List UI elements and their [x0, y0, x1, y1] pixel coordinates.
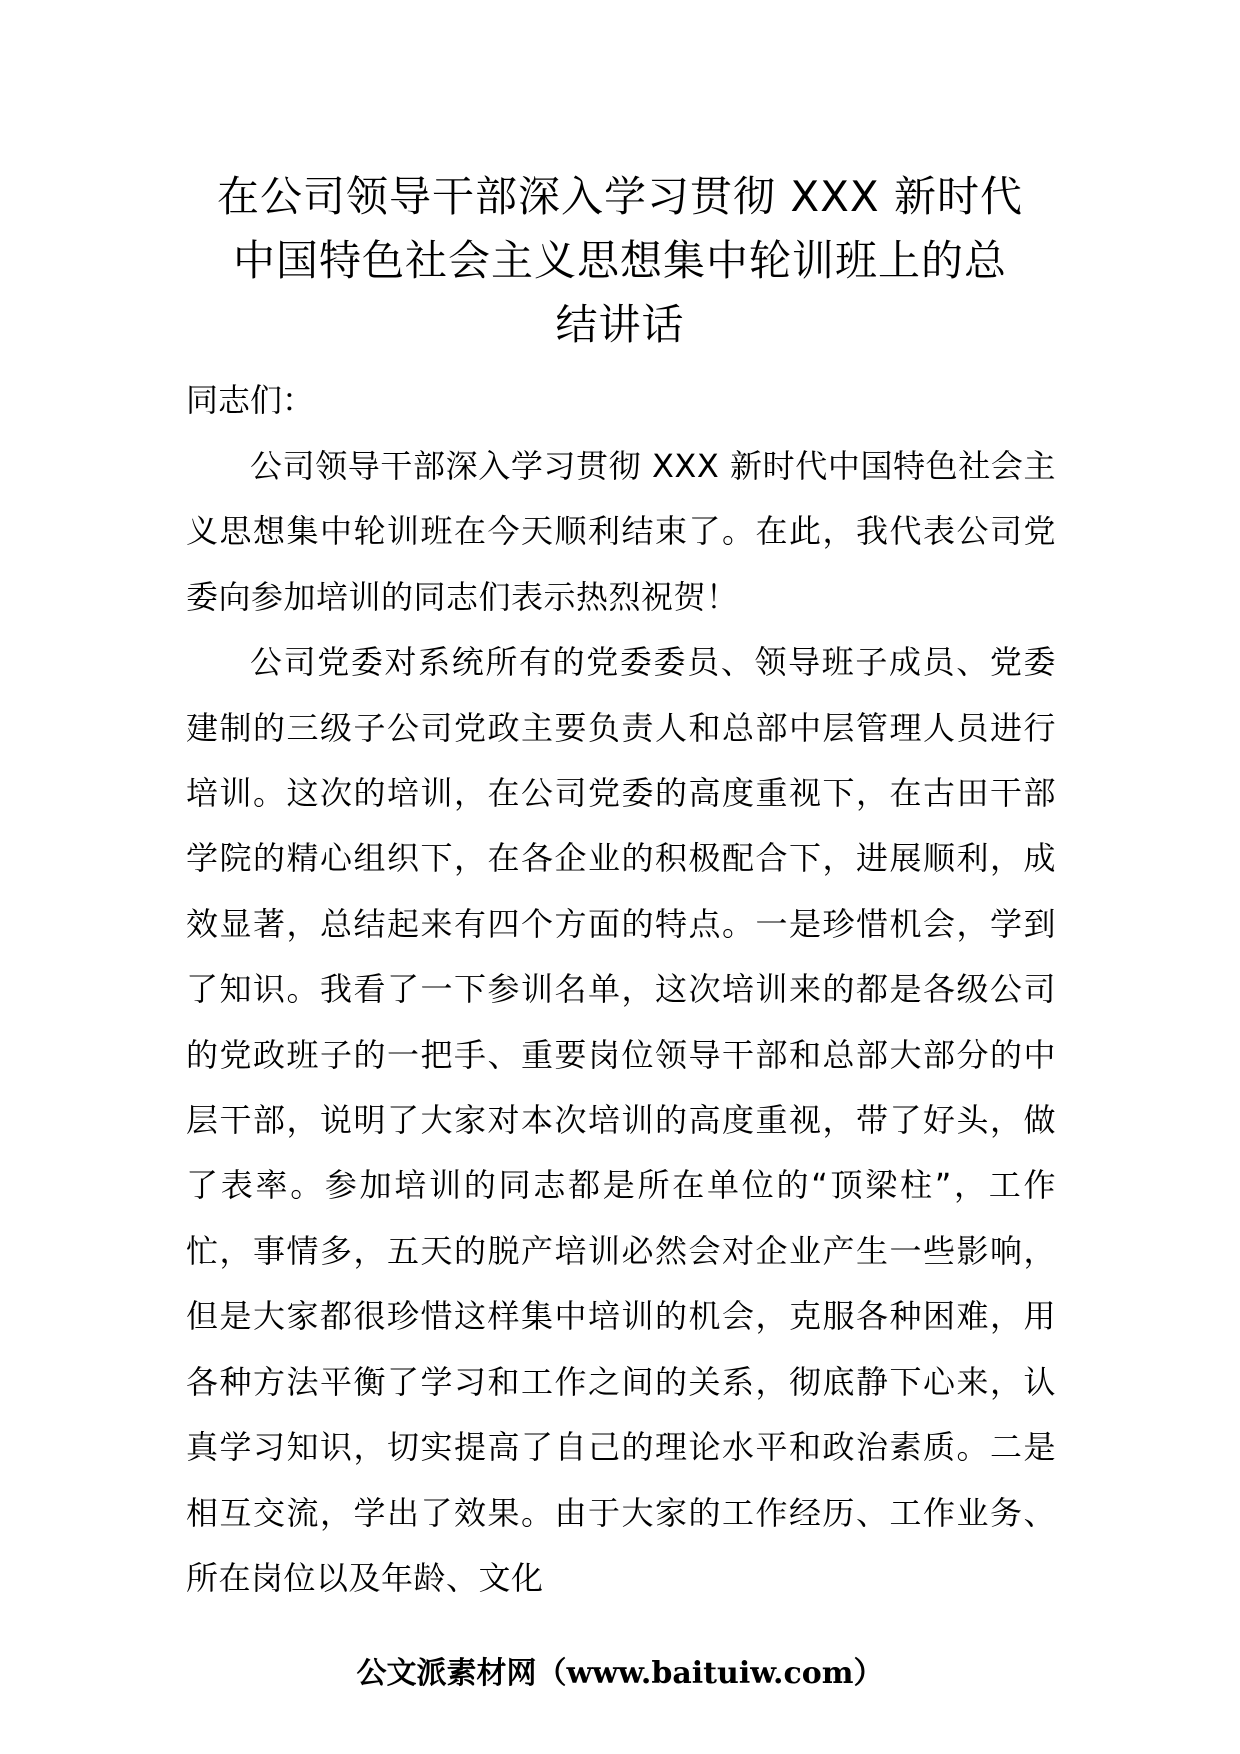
salutation: 同志们： — [186, 381, 315, 419]
paragraph: 公司党委对系统所有的党委委员、领导班子成员、党委建制的三级子公司党政主要负责人和总部中层管理人员进行培训。这次的培训，在公司党委的高度重视下，在古田干部学院的精心组织下，在各企业的积极配合下，进展顺利，成效显著，总结起来有四个方面的特点。一是珍惜机会，学到了知识。我看了一下参训名单，这次培训来的都是各级公司的党政班子的一把手、重要岗位领导干部和总部大部分的中层干部，说明了大家对本次培训的高度重视，带了好头，做了表率。参加培训的同志都是所在单位的“顶梁柱”，工作忙，事情多，五天的脱产培训必然会对企业产生一些影响，但是大家都很珍惜这样集中培训的机会，克服各种困难，用各种方法平衡了学习和工作之间的关系，彻底静下心来，认真学习知识，切实提高了自己的理论水平和政治素质。二是相互交流，学出了效果。由于大家的工作经历、工作业务、所在岗位以及年龄、文化 — [186, 643, 1056, 1597]
title-line: 在公司领导干部深入学习贯彻 XXX 新时代 — [216, 172, 1024, 221]
footer-watermark: 公文派素材网（www.baituiw.com） — [356, 1656, 884, 1691]
paragraph: 公司领导干部深入学习贯彻 XXX 新时代中国特色社会主义思想集中轮训班在今天顺利结束了。在此，我代表公司党委向参加培训的同志们表示热烈祝贺！ — [186, 447, 1056, 616]
document-title — [200, 165, 1040, 357]
title-line: 结讲话 — [555, 300, 685, 349]
document-body — [186, 434, 1056, 1611]
title-line: 中国特色社会主义思想集中轮训班上的总 — [232, 236, 1007, 285]
